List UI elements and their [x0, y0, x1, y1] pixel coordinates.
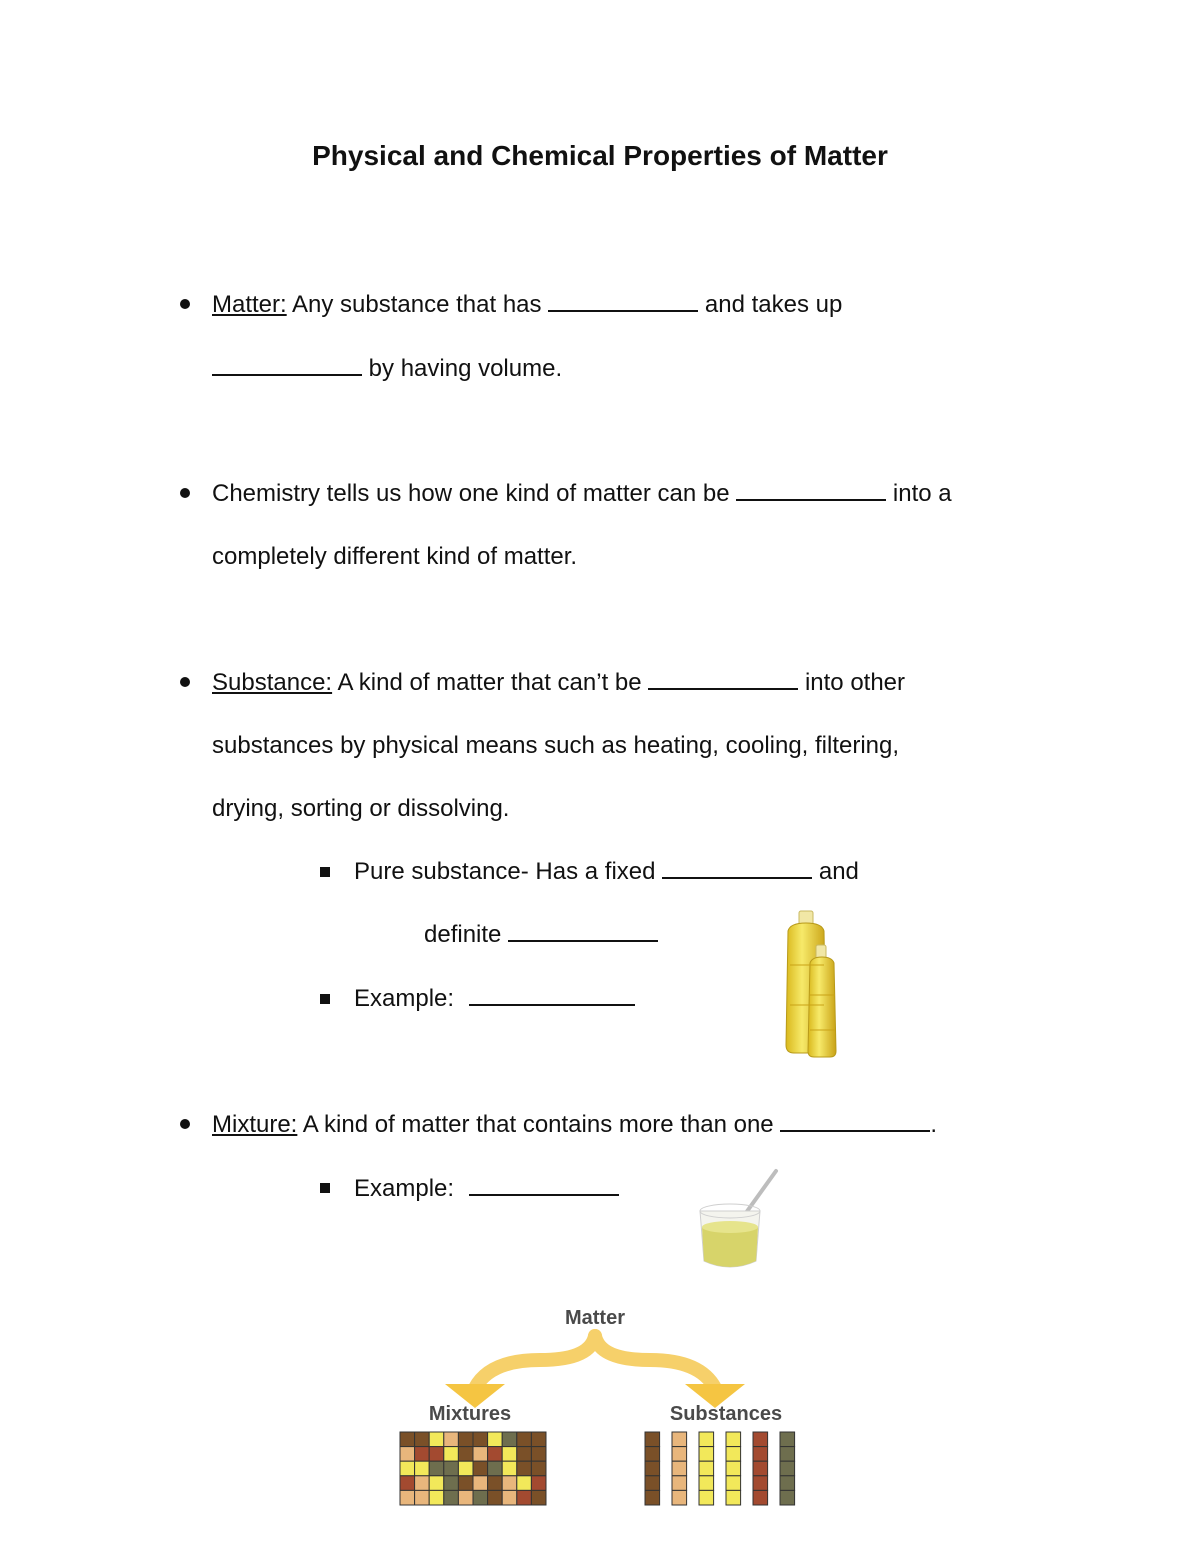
substance-text-3: substances by physical means such as heating, cooling, filtering, [212, 732, 900, 759]
pure-text-1: Pure substance- Has a fixed [354, 858, 656, 885]
matter-blank-1[interactable] [548, 288, 698, 312]
substance-line-2 [212, 730, 899, 762]
substance-cell [753, 1490, 768, 1505]
mixture-cell [488, 1461, 503, 1476]
mixture-cell [458, 1476, 473, 1491]
mixture-cell [488, 1476, 503, 1491]
mixture-cell [458, 1490, 473, 1505]
mixture-cell [473, 1461, 488, 1476]
mixture-cell [473, 1476, 488, 1491]
substance-cell [753, 1461, 768, 1476]
substance-cell [672, 1447, 687, 1462]
substance-text-4: drying, sorting or dissolving. [212, 795, 510, 822]
mixture-cell [444, 1432, 459, 1447]
mixture-cell [517, 1476, 532, 1491]
mixture-glass-image [690, 1165, 790, 1275]
substance-cell [672, 1490, 687, 1505]
pure-blank-1[interactable] [662, 855, 812, 879]
substance-cell [645, 1490, 660, 1505]
mixture-term: Mixture: [212, 1111, 298, 1138]
substance-cell [699, 1461, 714, 1476]
definite-text: definite [424, 921, 502, 948]
substance-cell [753, 1476, 768, 1491]
example-line-1 [354, 982, 635, 1015]
chemistry-text-2: into a [892, 480, 952, 507]
matter-line-2 [212, 352, 562, 385]
mixture-cell [531, 1461, 546, 1476]
mixture-cell [429, 1432, 444, 1447]
example-blank-1[interactable] [469, 982, 635, 1006]
substance-bars [645, 1432, 795, 1505]
mixture-cell [502, 1447, 517, 1462]
mixture-cell [400, 1476, 415, 1491]
chemistry-blank[interactable] [736, 477, 886, 501]
substance-cell [672, 1461, 687, 1476]
bullet-substance [180, 677, 190, 687]
mixture-cell [488, 1447, 503, 1462]
substance-cell [699, 1490, 714, 1505]
mixture-cell [531, 1447, 546, 1462]
chemistry-line-1 [212, 477, 952, 510]
mixture-cell [415, 1476, 430, 1491]
diagram-label-mixtures: Mixtures [428, 1403, 512, 1425]
matter-line-1 [212, 288, 842, 321]
mixture-cell [517, 1490, 532, 1505]
matter-text-1: Any substance that has [292, 291, 542, 318]
mixture-cell [517, 1447, 532, 1462]
mixture-cell [444, 1447, 459, 1462]
substance-cell [726, 1461, 741, 1476]
mixture-blank[interactable] [780, 1108, 930, 1132]
mixture-cell [502, 1490, 517, 1505]
mixture-cell [429, 1490, 444, 1505]
mixture-cell [400, 1447, 415, 1462]
matter-diagram [390, 1300, 820, 1520]
mixture-grid [400, 1432, 546, 1505]
mixture-cell [429, 1461, 444, 1476]
substance-text-1: A kind of matter that can’t be [337, 669, 642, 696]
mixture-cell [531, 1490, 546, 1505]
mixture-cell [531, 1432, 546, 1447]
matter-text-2: and takes up [704, 291, 843, 318]
diagram-label-matter: Matter [564, 1307, 626, 1329]
oil-bottles-image [770, 905, 870, 1065]
chemistry-text-1: Chemistry tells us how one kind of matter can be [212, 480, 730, 507]
mixture-cell [444, 1476, 459, 1491]
chemistry-line-2 [212, 541, 577, 573]
mixture-cell [415, 1461, 430, 1476]
square-bullet-pure [320, 867, 330, 877]
mixture-cell [400, 1461, 415, 1476]
example-line-2 [354, 1172, 619, 1205]
chemistry-text-3: completely different kind of matter. [212, 543, 578, 570]
mixture-cell [444, 1490, 459, 1505]
substance-line-1 [212, 666, 905, 699]
mixture-text-1: A kind of matter that contains more than one [302, 1111, 774, 1138]
mixture-cell [488, 1432, 503, 1447]
mixture-cell [429, 1447, 444, 1462]
mixture-cell [458, 1461, 473, 1476]
substance-line-3 [212, 793, 509, 825]
example-blank-2[interactable] [469, 1172, 619, 1196]
substance-cell [645, 1447, 660, 1462]
substance-cell [699, 1447, 714, 1462]
substance-cell [780, 1432, 795, 1447]
example-text-2: Example: [354, 1175, 455, 1202]
diagram-label-substances: Substances [669, 1403, 783, 1425]
mixture-cell [444, 1461, 459, 1476]
mixture-cell [415, 1432, 430, 1447]
matter-blank-2[interactable] [212, 352, 362, 376]
substance-cell [645, 1432, 660, 1447]
mixture-cell [458, 1447, 473, 1462]
substance-cell [753, 1432, 768, 1447]
mixture-cell [400, 1432, 415, 1447]
example-text-1: Example: [354, 985, 455, 1012]
substance-text-2: into other [804, 669, 906, 696]
mixture-cell [473, 1432, 488, 1447]
page-title: Physical and Chemical Properties of Matter [312, 140, 888, 171]
pure-text-2: and [818, 858, 859, 885]
substance-cell [726, 1432, 741, 1447]
mixture-cell [517, 1461, 532, 1476]
square-bullet-example-1 [320, 994, 330, 1004]
square-bullet-example-2 [320, 1183, 330, 1193]
pure-line-2 [424, 918, 658, 951]
bullet-mixture [180, 1119, 190, 1129]
bullet-chemistry [180, 488, 190, 498]
substance-cell [780, 1476, 795, 1491]
matter-text-3: by having volume. [368, 355, 563, 382]
mixture-cell [502, 1461, 517, 1476]
mixture-cell [517, 1432, 532, 1447]
mixture-cell [531, 1476, 546, 1491]
substance-cell [672, 1476, 687, 1491]
substance-cell [726, 1476, 741, 1491]
bullet-matter [180, 299, 190, 309]
substance-cell [753, 1447, 768, 1462]
substance-cell [780, 1461, 795, 1476]
substance-cell [726, 1447, 741, 1462]
substance-cell [699, 1432, 714, 1447]
mixture-period: . [930, 1111, 937, 1138]
mixture-cell [488, 1490, 503, 1505]
mixture-cell [429, 1476, 444, 1491]
matter-term: Matter: [212, 291, 287, 318]
mixture-cell [400, 1490, 415, 1505]
mixture-cell [473, 1490, 488, 1505]
pure-line-1 [354, 855, 859, 888]
mixture-cell [415, 1490, 430, 1505]
substance-cell [645, 1476, 660, 1491]
substance-cell [726, 1490, 741, 1505]
substance-cell [699, 1476, 714, 1491]
substance-term: Substance: [212, 669, 333, 696]
mixture-cell [458, 1432, 473, 1447]
substance-cell [780, 1490, 795, 1505]
mixture-line-1 [212, 1108, 937, 1141]
mixture-cell [415, 1447, 430, 1462]
mixture-cell [502, 1476, 517, 1491]
substance-blank[interactable] [648, 666, 798, 690]
substance-cell [672, 1432, 687, 1447]
mixture-cell [502, 1432, 517, 1447]
substance-cell [645, 1461, 660, 1476]
substance-cell [780, 1447, 795, 1462]
mixture-cell [473, 1447, 488, 1462]
pure-blank-2[interactable] [508, 918, 658, 942]
